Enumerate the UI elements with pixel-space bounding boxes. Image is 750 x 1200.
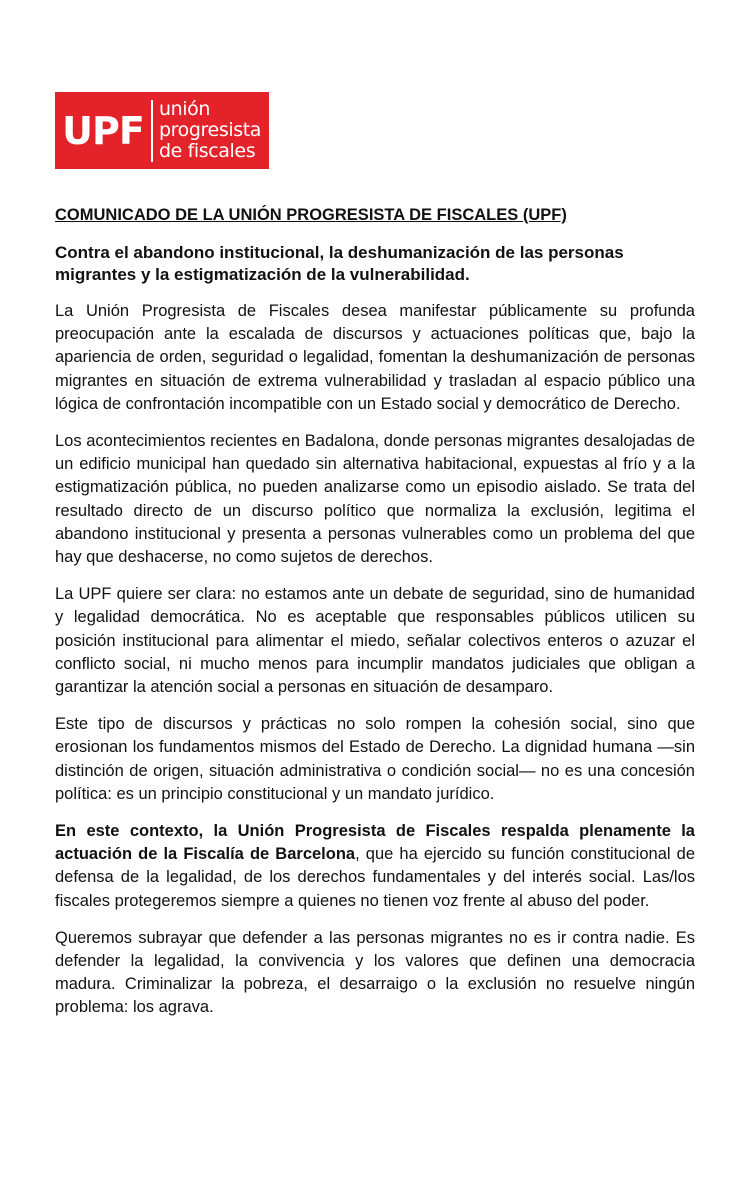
paragraph-2: Los acontecimientos recientes en Badalona, donde personas migrantes desalojadas de un edificio municipal han quedado sin alternativa habitacional, expuestas al frío y a la estigmatización pública, no pueden analizarse como un episodio aislado. Se trata del resultado directo de un discurso político que normaliza la exclusión, legitima el abandono institucional y presenta a personas vulnerables como un problema del que hay que deshacerse, no como sujetos de derechos. [55, 432, 695, 567]
paragraph-3: La UPF quiere ser clara: no estamos ante un debate de seguridad, sino de humanidad y legalidad democrática. No es aceptable que responsables públicos utilicen su posición institucional para alimentar el miedo, señalar colectivos enteros o azuzar el conflicto social, ni mucho menos para incumplir mandatos judiciales que obligan a garantizar la atención social a personas en situación de desamparo. [55, 585, 695, 697]
paragraph-6: Queremos subrayar que defender a las personas migrantes no es ir contra nadie. Es defender la legalidad, la convivencia y los valores que definen una democracia madura. Criminalizar la pobreza, el desarraigo o la exclusión no resuelve ningún problema: los agrava. [55, 928, 695, 1017]
paragraph-5 [55, 820, 695, 913]
statement-document [55, 204, 695, 1034]
paragraph-1: La Unión Progresista de Fiscales desea manifestar públicamente su profunda preocupación ante la escalada de discursos y actuaciones políticas que, bajo la apariencia de orden, seguridad o legalidad, fomentan la deshumanización de personas migrantes en situación de extrema vulnerabilidad y trasladan al espacio público una lógica de confrontación incompatible con un Estado social y democrático de Derecho. [55, 302, 695, 413]
upf-logo [55, 92, 269, 169]
paragraph-5-bold-lead: En este contexto, la Unión Progresista de Fiscales respalda plenamente la actuación de la Fiscalía de Barcelona [55, 822, 695, 864]
paragraph-4: Este tipo de discursos y prácticas no solo rompen la cohesión social, sino que erosionan los fundamentos mismos del Estado de Derecho. La dignidad humana —sin distinción de origen, situación administrativa o condición social— no es una concesión política: es un principio constitucional y un mandato jurídico. [55, 715, 695, 803]
logo-line-3: de fiscales [159, 140, 256, 162]
logo-line-1: unión [159, 98, 211, 120]
document-title: COMUNICADO DE LA UNIÓN PROGRESISTA DE FISCALES (UPF) [55, 206, 567, 224]
paragraph-5-rest: , que ha ejercido su función constitucional de defensa de la legalidad, de los derechos fundamentales y del interés social. Las/los fiscales protegeremos siempre a quienes no tienen voz frente al abuso del poder. [55, 845, 695, 910]
logo-mark: UPF [62, 108, 144, 153]
logo-wordmark [153, 99, 261, 162]
logo-line-2: progresista [159, 119, 261, 141]
document-subtitle: Contra el abandono institucional, la deshumanización de las personas migrantes y la estigmatización de la vulnerabilidad. [55, 243, 624, 284]
